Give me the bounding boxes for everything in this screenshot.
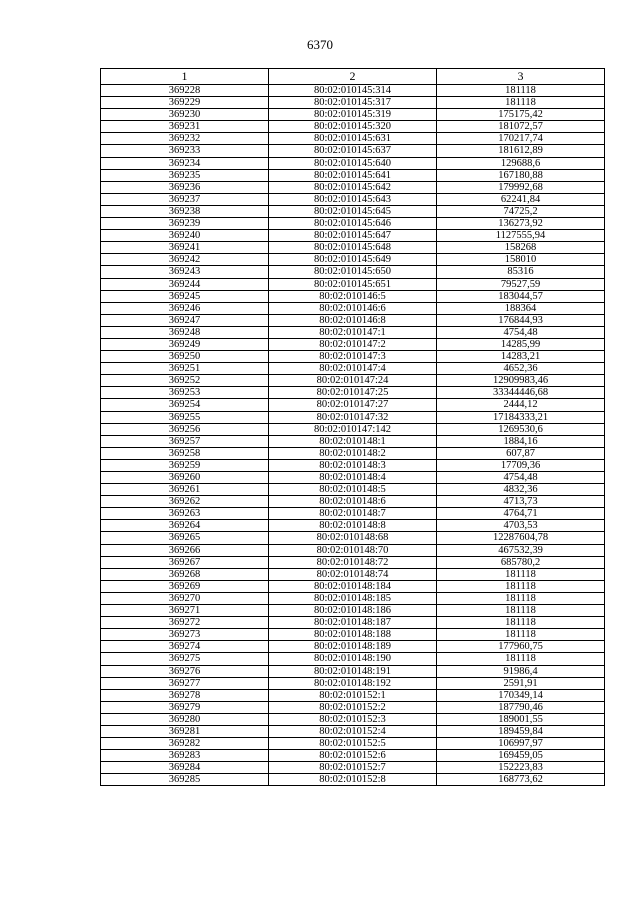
cell-value: 17709,36 — [437, 459, 605, 471]
cell-value: 33344446,68 — [437, 387, 605, 399]
cell-value: 607,87 — [437, 447, 605, 459]
table-row — [101, 568, 605, 580]
cell-number: 369268 — [101, 568, 269, 580]
table-row — [101, 399, 605, 411]
cell-value: 2591,91 — [437, 677, 605, 689]
cell-value: 2444,12 — [437, 399, 605, 411]
cell-cadastral-id: 80:02:010146:5 — [269, 290, 437, 302]
table-body — [101, 85, 605, 786]
cell-value: 14283,21 — [437, 351, 605, 363]
cell-number: 369243 — [101, 266, 269, 278]
cell-cadastral-id: 80:02:010146:8 — [269, 314, 437, 326]
table-row — [101, 363, 605, 375]
cell-cadastral-id: 80:02:010145:631 — [269, 133, 437, 145]
cell-value: 91986,4 — [437, 665, 605, 677]
cell-cadastral-id: 80:02:010152:6 — [269, 750, 437, 762]
cell-value: 181072,57 — [437, 121, 605, 133]
cell-cadastral-id: 80:02:010152:1 — [269, 689, 437, 701]
table-row — [101, 338, 605, 350]
cell-cadastral-id: 80:02:010145:637 — [269, 145, 437, 157]
cell-value: 181118 — [437, 605, 605, 617]
cell-number: 369261 — [101, 484, 269, 496]
cell-cadastral-id: 80:02:010148:187 — [269, 617, 437, 629]
cell-cadastral-id: 80:02:010147:27 — [269, 399, 437, 411]
table-row — [101, 762, 605, 774]
cell-number: 369233 — [101, 145, 269, 157]
cell-value: 17184333,21 — [437, 411, 605, 423]
cell-number: 369240 — [101, 230, 269, 242]
table-row — [101, 205, 605, 217]
cell-number: 369249 — [101, 338, 269, 350]
table-row — [101, 193, 605, 205]
cell-value: 4832,36 — [437, 484, 605, 496]
cell-cadastral-id: 80:02:010145:650 — [269, 266, 437, 278]
cell-cadastral-id: 80:02:010147:25 — [269, 387, 437, 399]
cell-number: 369255 — [101, 411, 269, 423]
table-row — [101, 145, 605, 157]
cell-cadastral-id: 80:02:010152:5 — [269, 738, 437, 750]
cell-number: 369278 — [101, 689, 269, 701]
cell-cadastral-id: 80:02:010145:317 — [269, 97, 437, 109]
cell-cadastral-id: 80:02:010152:7 — [269, 762, 437, 774]
cell-value: 136273,92 — [437, 218, 605, 230]
cell-value: 1127555,94 — [437, 230, 605, 242]
cell-value: 179992,68 — [437, 181, 605, 193]
cell-cadastral-id: 80:02:010148:5 — [269, 484, 437, 496]
cell-cadastral-id: 80:02:010148:1 — [269, 435, 437, 447]
cell-number: 369236 — [101, 181, 269, 193]
cell-number: 369260 — [101, 472, 269, 484]
cell-number: 369246 — [101, 302, 269, 314]
table-row — [101, 411, 605, 423]
cell-value: 14285,99 — [437, 338, 605, 350]
page-number: 6370 — [307, 37, 333, 52]
cell-number: 369252 — [101, 375, 269, 387]
cell-number: 369274 — [101, 641, 269, 653]
cell-number: 369272 — [101, 617, 269, 629]
cell-cadastral-id: 80:02:010145:647 — [269, 230, 437, 242]
table-row — [101, 580, 605, 592]
table-row — [101, 701, 605, 713]
table-row — [101, 375, 605, 387]
cell-value: 181118 — [437, 653, 605, 665]
cell-value: 12287604,78 — [437, 532, 605, 544]
table-row — [101, 713, 605, 725]
cell-value: 167180,88 — [437, 169, 605, 181]
cell-number: 369277 — [101, 677, 269, 689]
cell-cadastral-id: 80:02:010148:189 — [269, 641, 437, 653]
cell-cadastral-id: 80:02:010145:640 — [269, 157, 437, 169]
cell-value: 4754,48 — [437, 326, 605, 338]
cell-number: 369269 — [101, 580, 269, 592]
table-row — [101, 653, 605, 665]
cell-cadastral-id: 80:02:010146:6 — [269, 302, 437, 314]
cell-cadastral-id: 80:02:010152:3 — [269, 713, 437, 725]
cell-number: 369275 — [101, 653, 269, 665]
cell-cadastral-id: 80:02:010148:6 — [269, 496, 437, 508]
cell-value: 4703,53 — [437, 520, 605, 532]
table-row — [101, 218, 605, 230]
cell-value: 176844,93 — [437, 314, 605, 326]
cell-number: 369229 — [101, 97, 269, 109]
cell-value: 181118 — [437, 617, 605, 629]
cell-number: 369281 — [101, 725, 269, 737]
cell-number: 369276 — [101, 665, 269, 677]
cell-value: 12909983,46 — [437, 375, 605, 387]
cell-value: 106997,97 — [437, 738, 605, 750]
table-row — [101, 520, 605, 532]
table-row — [101, 508, 605, 520]
cell-number: 369231 — [101, 121, 269, 133]
table-row — [101, 278, 605, 290]
cell-number: 369262 — [101, 496, 269, 508]
cell-number: 369242 — [101, 254, 269, 266]
table-row — [101, 484, 605, 496]
table-row — [101, 181, 605, 193]
cell-value: 4713,73 — [437, 496, 605, 508]
cell-cadastral-id: 80:02:010147:4 — [269, 363, 437, 375]
cell-value: 177960,75 — [437, 641, 605, 653]
cell-cadastral-id: 80:02:010152:8 — [269, 774, 437, 786]
cell-cadastral-id: 80:02:010148:68 — [269, 532, 437, 544]
cell-cadastral-id: 80:02:010148:7 — [269, 508, 437, 520]
table-row — [101, 605, 605, 617]
cell-cadastral-id: 80:02:010148:188 — [269, 629, 437, 641]
cell-cadastral-id: 80:02:010148:3 — [269, 459, 437, 471]
cell-value: 129688,6 — [437, 157, 605, 169]
cell-value: 158268 — [437, 242, 605, 254]
cell-value: 158010 — [437, 254, 605, 266]
cell-number: 369238 — [101, 205, 269, 217]
cell-value: 183044,57 — [437, 290, 605, 302]
cell-cadastral-id: 80:02:010147:142 — [269, 423, 437, 435]
cell-cadastral-id: 80:02:010148:185 — [269, 592, 437, 604]
table-row — [101, 314, 605, 326]
cell-value: 152223,83 — [437, 762, 605, 774]
header-row — [101, 69, 605, 85]
cell-number: 369273 — [101, 629, 269, 641]
cell-cadastral-id: 80:02:010145:320 — [269, 121, 437, 133]
cell-cadastral-id: 80:02:010152:2 — [269, 701, 437, 713]
cell-cadastral-id: 80:02:010147:32 — [269, 411, 437, 423]
cell-cadastral-id: 80:02:010147:2 — [269, 338, 437, 350]
table-row — [101, 544, 605, 556]
cell-number: 369245 — [101, 290, 269, 302]
table-row — [101, 738, 605, 750]
cell-number: 369251 — [101, 363, 269, 375]
cell-cadastral-id: 80:02:010148:72 — [269, 556, 437, 568]
cell-cadastral-id: 80:02:010148:192 — [269, 677, 437, 689]
cell-cadastral-id: 80:02:010148:191 — [269, 665, 437, 677]
cell-cadastral-id: 80:02:010145:641 — [269, 169, 437, 181]
cell-value: 85316 — [437, 266, 605, 278]
cell-cadastral-id: 80:02:010148:8 — [269, 520, 437, 532]
cell-number: 369282 — [101, 738, 269, 750]
cell-cadastral-id: 80:02:010145:643 — [269, 193, 437, 205]
table-row — [101, 665, 605, 677]
cell-number: 369264 — [101, 520, 269, 532]
cell-number: 369283 — [101, 750, 269, 762]
cell-number: 369256 — [101, 423, 269, 435]
cell-number: 369265 — [101, 532, 269, 544]
cell-number: 369247 — [101, 314, 269, 326]
cell-value: 189459,84 — [437, 725, 605, 737]
table-row — [101, 592, 605, 604]
cell-number: 369228 — [101, 85, 269, 97]
cell-cadastral-id: 80:02:010148:74 — [269, 568, 437, 580]
cell-number: 369280 — [101, 713, 269, 725]
cell-number: 369230 — [101, 109, 269, 121]
cell-number: 369232 — [101, 133, 269, 145]
cell-number: 369270 — [101, 592, 269, 604]
table-row — [101, 326, 605, 338]
column-header-1: 1 — [101, 69, 269, 85]
table-row — [101, 774, 605, 786]
cell-value: 187790,46 — [437, 701, 605, 713]
cell-cadastral-id: 80:02:010145:314 — [269, 85, 437, 97]
table-row — [101, 254, 605, 266]
table-row — [101, 266, 605, 278]
table-row — [101, 169, 605, 181]
cell-number: 369285 — [101, 774, 269, 786]
table-row — [101, 496, 605, 508]
cell-value: 685780,2 — [437, 556, 605, 568]
cell-value: 188364 — [437, 302, 605, 314]
cell-value: 170217,74 — [437, 133, 605, 145]
cell-value: 169459,05 — [437, 750, 605, 762]
cell-cadastral-id: 80:02:010147:3 — [269, 351, 437, 363]
cell-cadastral-id: 80:02:010148:186 — [269, 605, 437, 617]
cell-value: 1884,16 — [437, 435, 605, 447]
table-row — [101, 689, 605, 701]
table-row — [101, 447, 605, 459]
cell-cadastral-id: 80:02:010145:646 — [269, 218, 437, 230]
table-row — [101, 556, 605, 568]
cell-value: 181118 — [437, 580, 605, 592]
cell-cadastral-id: 80:02:010148:4 — [269, 472, 437, 484]
cell-number: 369259 — [101, 459, 269, 471]
cell-value: 4652,36 — [437, 363, 605, 375]
cell-cadastral-id: 80:02:010145:319 — [269, 109, 437, 121]
cell-value: 181118 — [437, 568, 605, 580]
cell-number: 369239 — [101, 218, 269, 230]
cell-number: 369237 — [101, 193, 269, 205]
cell-cadastral-id: 80:02:010148:70 — [269, 544, 437, 556]
cell-value: 181612,89 — [437, 145, 605, 157]
table-row — [101, 629, 605, 641]
cell-value: 4764,71 — [437, 508, 605, 520]
table-row — [101, 97, 605, 109]
table-row — [101, 133, 605, 145]
column-header-3: 3 — [437, 69, 605, 85]
cell-number: 369254 — [101, 399, 269, 411]
cell-value: 181118 — [437, 592, 605, 604]
cell-number: 369234 — [101, 157, 269, 169]
table-row — [101, 85, 605, 97]
table-row — [101, 109, 605, 121]
cell-number: 369250 — [101, 351, 269, 363]
cell-number: 369266 — [101, 544, 269, 556]
table-row — [101, 677, 605, 689]
cell-cadastral-id: 80:02:010147:24 — [269, 375, 437, 387]
cell-cadastral-id: 80:02:010147:1 — [269, 326, 437, 338]
table-row — [101, 351, 605, 363]
cell-value: 74725,2 — [437, 205, 605, 217]
cell-value: 181118 — [437, 85, 605, 97]
table-header — [101, 69, 605, 85]
table-row — [101, 242, 605, 254]
table-row — [101, 532, 605, 544]
table-row — [101, 472, 605, 484]
registry-table — [100, 68, 605, 786]
column-header-2: 2 — [269, 69, 437, 85]
cell-value: 79527,59 — [437, 278, 605, 290]
table-row — [101, 157, 605, 169]
cell-value: 189001,55 — [437, 713, 605, 725]
cell-value: 181118 — [437, 97, 605, 109]
table-row — [101, 302, 605, 314]
cell-cadastral-id: 80:02:010145:648 — [269, 242, 437, 254]
table-row — [101, 230, 605, 242]
cell-number: 369235 — [101, 169, 269, 181]
cell-cadastral-id: 80:02:010148:184 — [269, 580, 437, 592]
table-row — [101, 750, 605, 762]
cell-number: 369257 — [101, 435, 269, 447]
cell-cadastral-id: 80:02:010145:642 — [269, 181, 437, 193]
table-row — [101, 725, 605, 737]
table-row — [101, 387, 605, 399]
cell-value: 168773,62 — [437, 774, 605, 786]
table-row — [101, 290, 605, 302]
cell-value: 4754,48 — [437, 472, 605, 484]
cell-cadastral-id: 80:02:010145:645 — [269, 205, 437, 217]
cell-cadastral-id: 80:02:010152:4 — [269, 725, 437, 737]
cell-number: 369258 — [101, 447, 269, 459]
table-row — [101, 641, 605, 653]
table-row — [101, 459, 605, 471]
cell-value: 467532,39 — [437, 544, 605, 556]
cell-value: 175175,42 — [437, 109, 605, 121]
cell-number: 369253 — [101, 387, 269, 399]
cell-number: 369267 — [101, 556, 269, 568]
table-row — [101, 423, 605, 435]
table-row — [101, 435, 605, 447]
cell-value: 181118 — [437, 629, 605, 641]
cell-value: 1269530,6 — [437, 423, 605, 435]
cell-cadastral-id: 80:02:010145:651 — [269, 278, 437, 290]
cell-cadastral-id: 80:02:010148:190 — [269, 653, 437, 665]
cell-number: 369244 — [101, 278, 269, 290]
cell-value: 62241,84 — [437, 193, 605, 205]
cell-cadastral-id: 80:02:010145:649 — [269, 254, 437, 266]
table-row — [101, 121, 605, 133]
cell-number: 369284 — [101, 762, 269, 774]
cell-number: 369241 — [101, 242, 269, 254]
cell-number: 369263 — [101, 508, 269, 520]
cell-number: 369271 — [101, 605, 269, 617]
cell-number: 369279 — [101, 701, 269, 713]
table-row — [101, 617, 605, 629]
cell-number: 369248 — [101, 326, 269, 338]
cell-value: 170349,14 — [437, 689, 605, 701]
cell-cadastral-id: 80:02:010148:2 — [269, 447, 437, 459]
